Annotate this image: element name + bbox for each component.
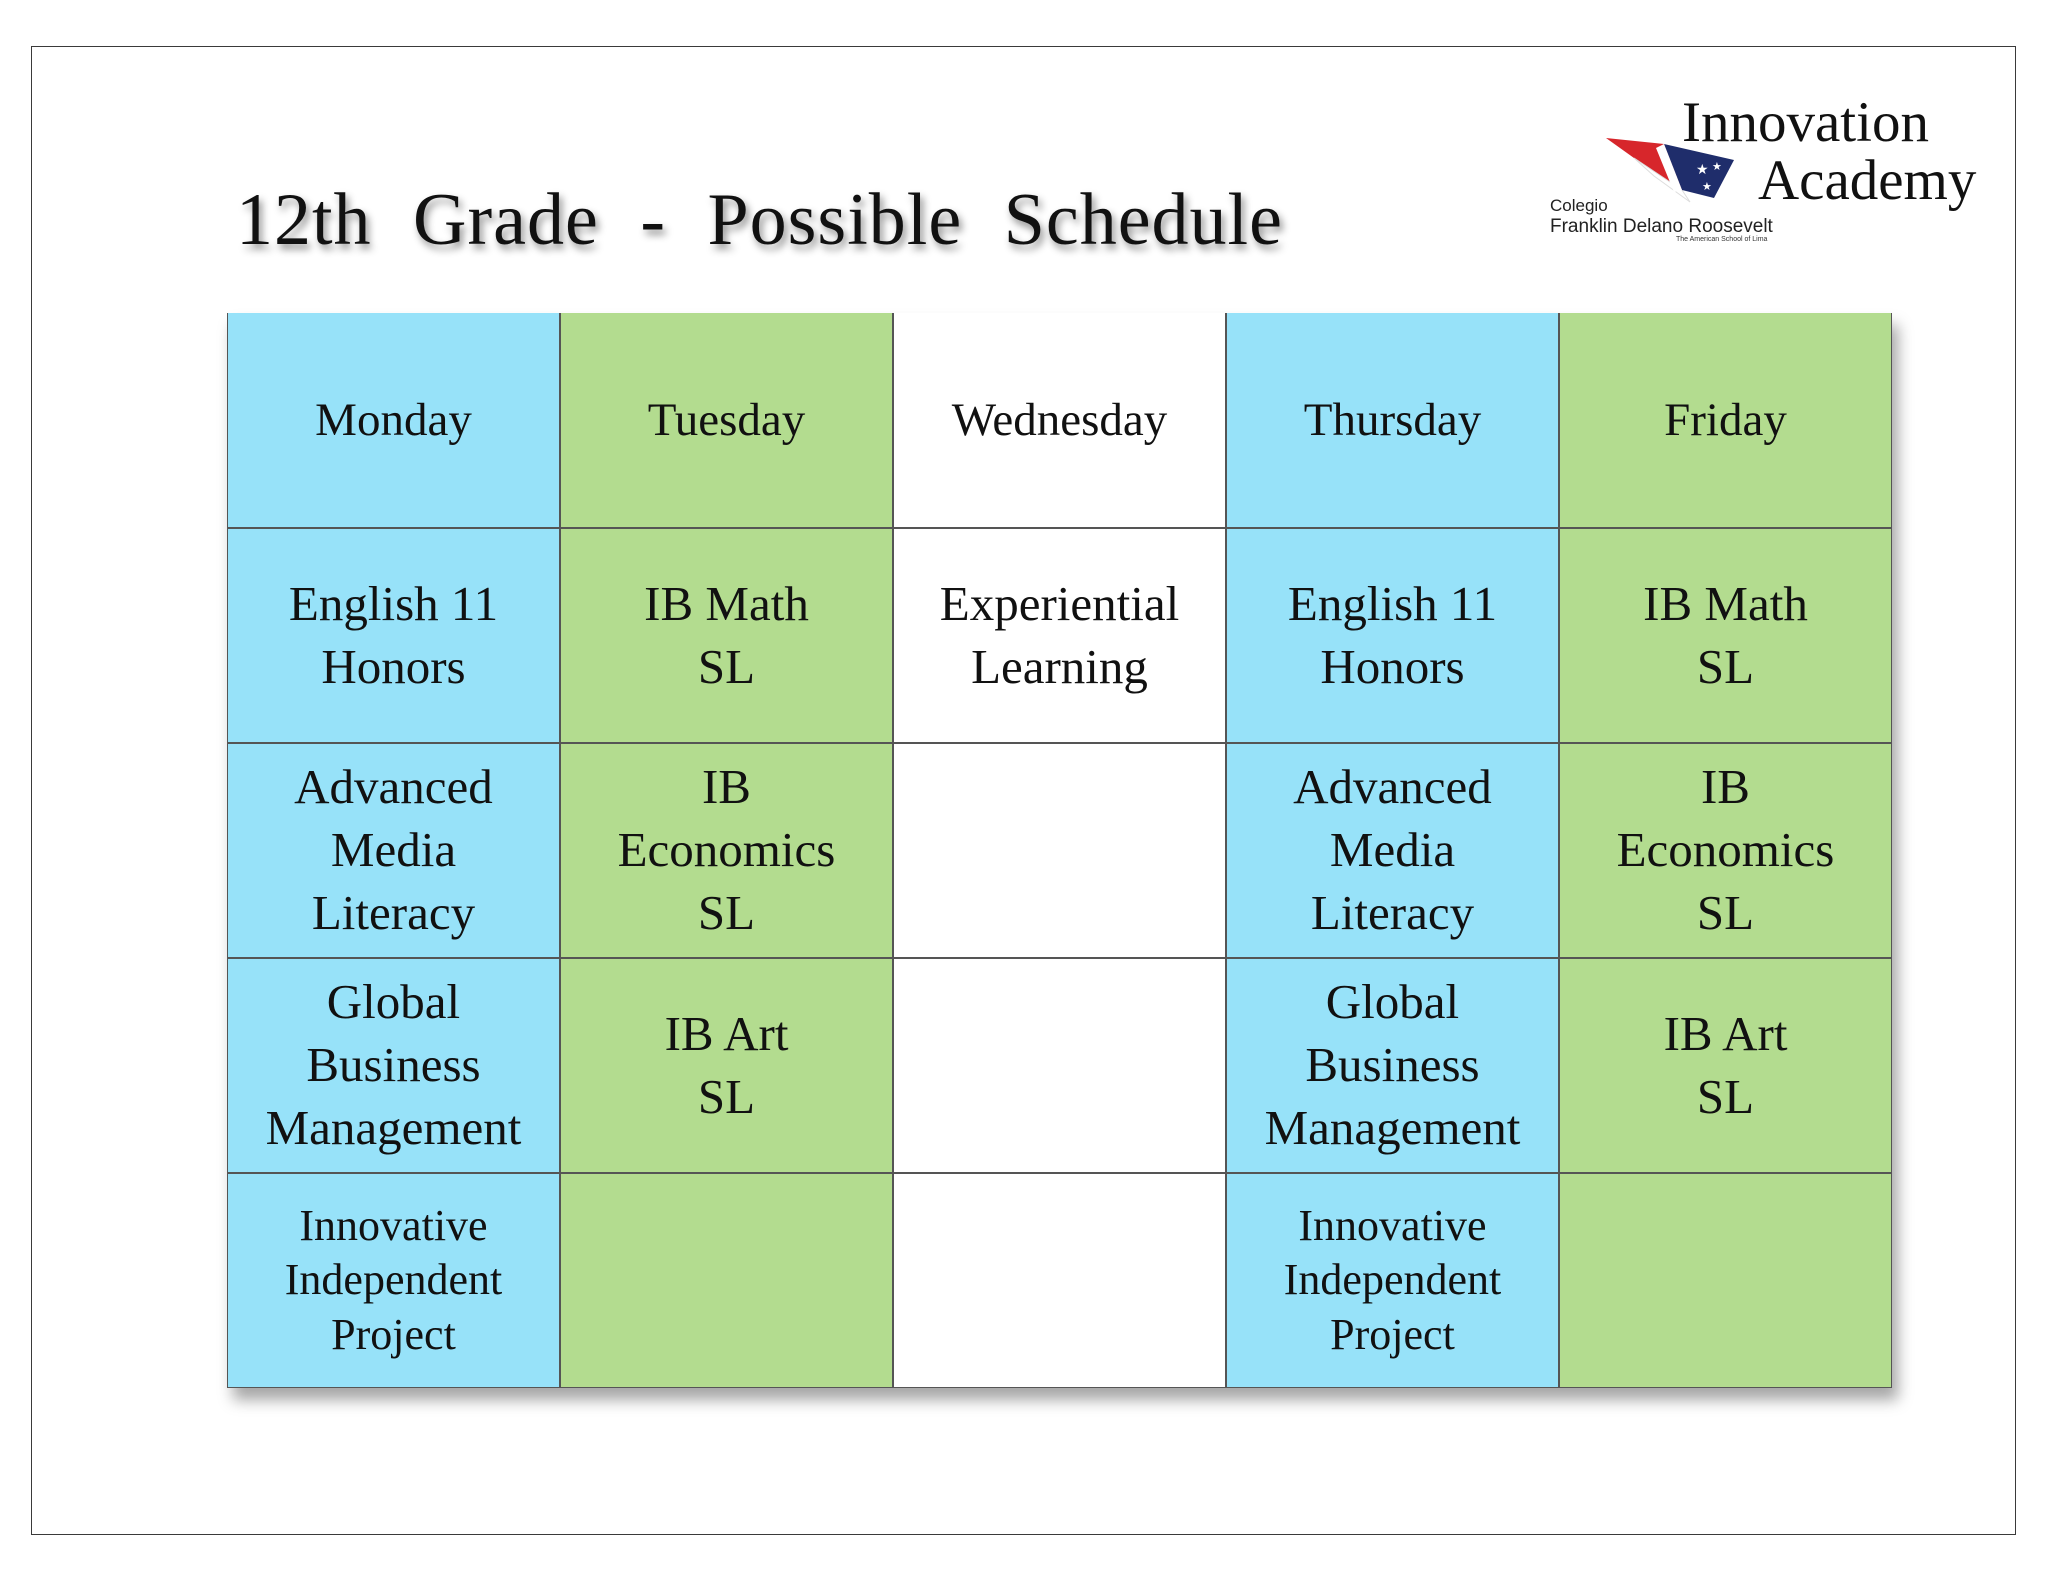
class-cell: Global Business Management (227, 958, 560, 1173)
svg-text:★: ★ (1696, 162, 1709, 178)
empty-cell (560, 1173, 893, 1388)
empty-cell (893, 743, 1226, 958)
class-cell: IB Art SL (1559, 958, 1892, 1173)
class-cell: IB Art SL (560, 958, 893, 1173)
day-header-tuesday: Tuesday (560, 313, 893, 528)
svg-text:★: ★ (1702, 180, 1712, 193)
svg-text:★: ★ (1712, 160, 1722, 173)
class-cell: IB Economics SL (560, 743, 893, 958)
class-cell: IB Economics SL (1559, 743, 1892, 958)
logo-school-name: Franklin Delano Roosevelt (1550, 216, 1773, 237)
logo-line-innovation: Innovation (1682, 91, 1929, 154)
day-header-friday: Friday (1559, 313, 1892, 528)
logo-line-academy: Academy (1758, 149, 1977, 212)
class-cell: Advanced Media Literacy (227, 743, 560, 958)
day-header-monday: Monday (227, 313, 560, 528)
logo-school-tagline: The American School of Lima (1676, 236, 1768, 243)
empty-cell (1559, 1173, 1892, 1388)
day-header-wednesday: Wednesday (893, 313, 1226, 528)
page-title: 12th Grade - Possible Schedule (236, 179, 1283, 261)
class-cell: English 11 Honors (1226, 528, 1559, 743)
class-cell: IB Math SL (1559, 528, 1892, 743)
logo-school-prefix: Colegio (1550, 196, 1608, 215)
innovation-academy-logo (1540, 90, 2000, 260)
class-cell: Innovative Independent Project (227, 1173, 560, 1388)
empty-cell (893, 1173, 1226, 1388)
day-header-thursday: Thursday (1226, 313, 1559, 528)
class-cell: Innovative Independent Project (1226, 1173, 1559, 1388)
class-cell: Advanced Media Literacy (1226, 743, 1559, 958)
class-cell: English 11 Honors (227, 528, 560, 743)
class-cell: Global Business Management (1226, 958, 1559, 1173)
empty-cell (893, 958, 1226, 1173)
class-cell: IB Math SL (560, 528, 893, 743)
class-cell: Experiential Learning (893, 528, 1226, 743)
schedule-grid (227, 313, 1892, 1388)
